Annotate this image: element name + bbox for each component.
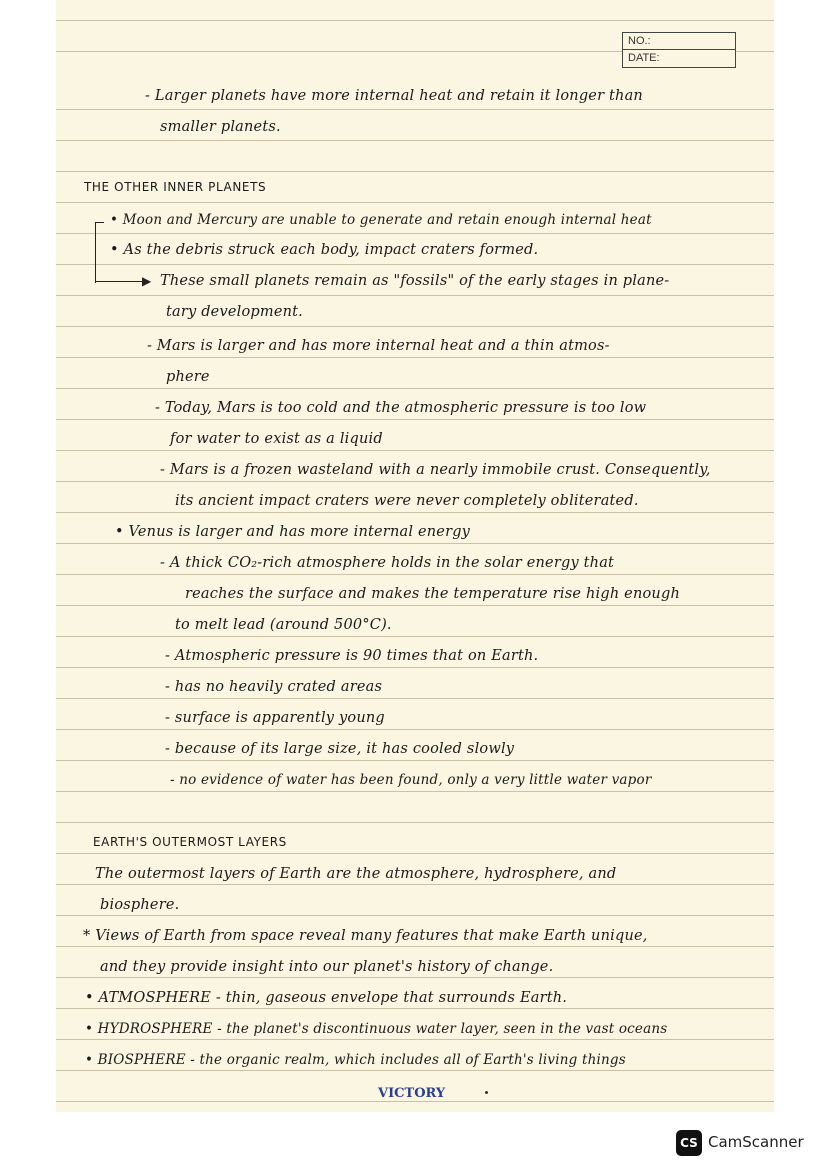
note-line: tary development.	[166, 304, 303, 320]
note-line: The outermost layers of Earth are the atmosphere, hydrosphere, and	[95, 866, 617, 882]
no-date-box	[622, 32, 736, 68]
arrow-line	[95, 281, 145, 282]
section-heading-inner-planets: THE OTHER INNER PLANETS	[84, 180, 267, 194]
camscanner-watermark: CamScanner	[708, 1133, 804, 1151]
note-line: - Today, Mars is too cold and the atmospheric pressure is too low	[155, 400, 647, 416]
arrow-right-icon: ▶	[142, 274, 152, 288]
camscanner-logo-icon: CS	[676, 1130, 702, 1156]
note-line: • HYDROSPHERE - the planet's discontinuous water layer, seen in the vast oceans	[85, 1021, 668, 1037]
note-line: • Moon and Mercury are unable to generate and retain enough internal heat	[110, 212, 652, 228]
note-line: phere	[166, 369, 210, 385]
note-line: to melt lead (around 500°C).	[175, 617, 392, 633]
note-line: reaches the surface and makes the temperature rise high enough	[185, 586, 680, 602]
note-line: These small planets remain as "fossils" of the early stages in plane-	[160, 273, 670, 289]
note-line: • BIOSPHERE - the organic realm, which includes all of Earth's living things	[85, 1052, 626, 1068]
note-line: • ATMOSPHERE - thin, gaseous envelope that surrounds Earth.	[85, 990, 568, 1006]
note-line: - has no heavily crated areas	[165, 679, 383, 695]
note-line: * Views of Earth from space reveal many features that make Earth unique,	[83, 928, 648, 944]
note-line: - because of its large size, it has cooled slowly	[165, 741, 515, 757]
dot-mark	[485, 1091, 488, 1094]
note-line: and they provide insight into our planet's history of change.	[100, 959, 554, 975]
date-label: DATE:	[623, 49, 735, 66]
note-line: its ancient impact craters were never completely obliterated.	[175, 493, 639, 509]
note-line: - A thick CO₂-rich atmosphere holds in the solar energy that	[160, 555, 615, 571]
note-line: - surface is apparently young	[165, 710, 385, 726]
bracket-icon	[95, 222, 104, 283]
section-heading-earths-layers: EARTH'S OUTERMOST LAYERS	[93, 835, 287, 849]
note-line: smaller planets.	[160, 119, 281, 135]
note-line: - Atmospheric pressure is 90 times that on Earth.	[165, 648, 539, 664]
note-line: - no evidence of water has been found, only a very little water vapor	[170, 772, 652, 788]
note-line: for water to exist as a liquid	[170, 431, 383, 447]
note-line: biosphere.	[100, 897, 180, 913]
note-line: • Venus is larger and has more internal energy	[115, 524, 471, 540]
note-line: - Larger planets have more internal heat and retain it longer than	[145, 88, 643, 104]
no-label: NO.:	[628, 35, 651, 47]
victory-logo: VICTORY	[378, 1086, 446, 1101]
note-line: • As the debris struck each body, impact craters formed.	[110, 242, 539, 258]
note-line: - Mars is larger and has more internal heat and a thin atmos-	[147, 338, 610, 354]
note-line: - Mars is a frozen wasteland with a nearly immobile crust. Consequently,	[160, 462, 711, 478]
